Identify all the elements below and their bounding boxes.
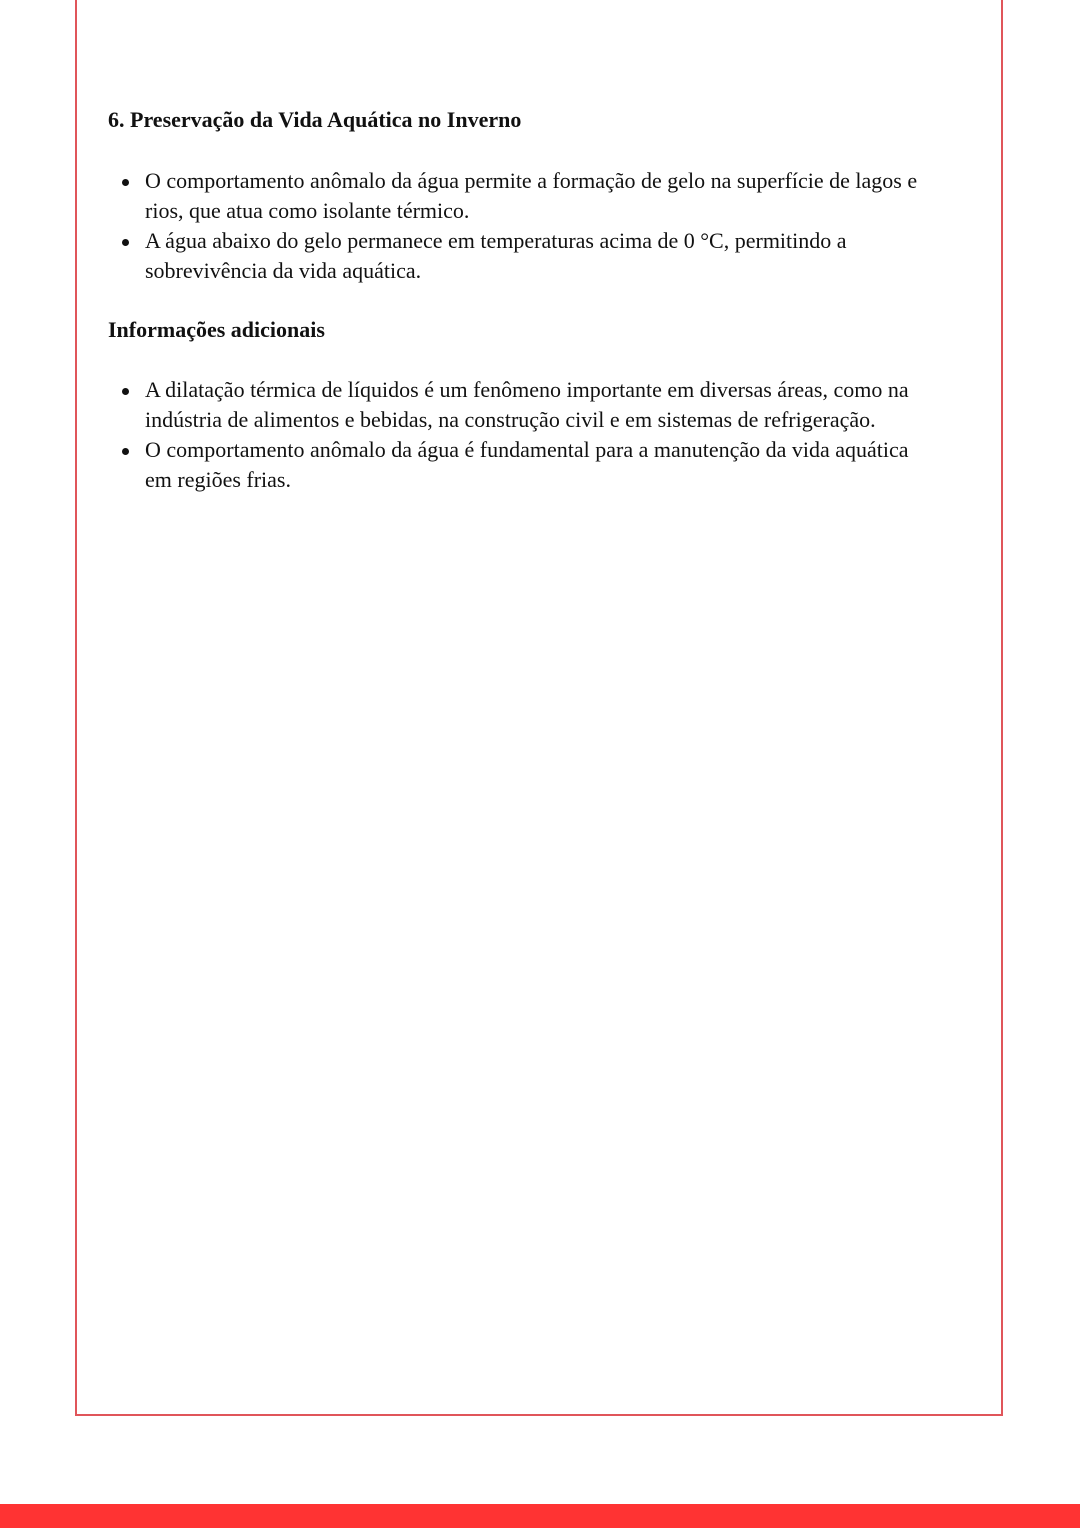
list-item (108, 375, 909, 435)
list-item-text: O comportamento anômalo da água é fundamental para a manutenção da vida aquática (145, 437, 909, 462)
list-item-text: rios, que atua como isolante térmico. (145, 198, 470, 223)
bullet-icon (122, 239, 129, 246)
bullet-list (108, 375, 909, 495)
bullet-icon (122, 388, 129, 395)
bullet-icon (122, 179, 129, 186)
list-item (108, 226, 917, 286)
list-item-text: em regiões frias. (145, 467, 291, 492)
list-item-text: sobrevivência da vida aquática. (145, 258, 422, 283)
section-heading: 6. Preservação da Vida Aquática no Inverno (108, 107, 522, 132)
bullet-icon (122, 448, 129, 455)
list-item-text: A dilatação térmica de líquidos é um fenômeno importante em diversas áreas, como na (145, 377, 909, 402)
list-item (108, 435, 909, 495)
list-item-text: indústria de alimentos e bebidas, na construção civil e em sistemas de refrigeração. (145, 407, 876, 432)
bullet-list (108, 166, 917, 286)
section-heading: Informações adicionais (108, 317, 325, 342)
list-item-text: O comportamento anômalo da água permite a formação de gelo na superfície de lagos e (145, 168, 918, 193)
list-item (108, 166, 917, 226)
list-item-text: A água abaixo do gelo permanece em temperaturas acima de 0 °C, permitindo a (145, 228, 847, 253)
footer-bar (0, 1504, 1080, 1528)
